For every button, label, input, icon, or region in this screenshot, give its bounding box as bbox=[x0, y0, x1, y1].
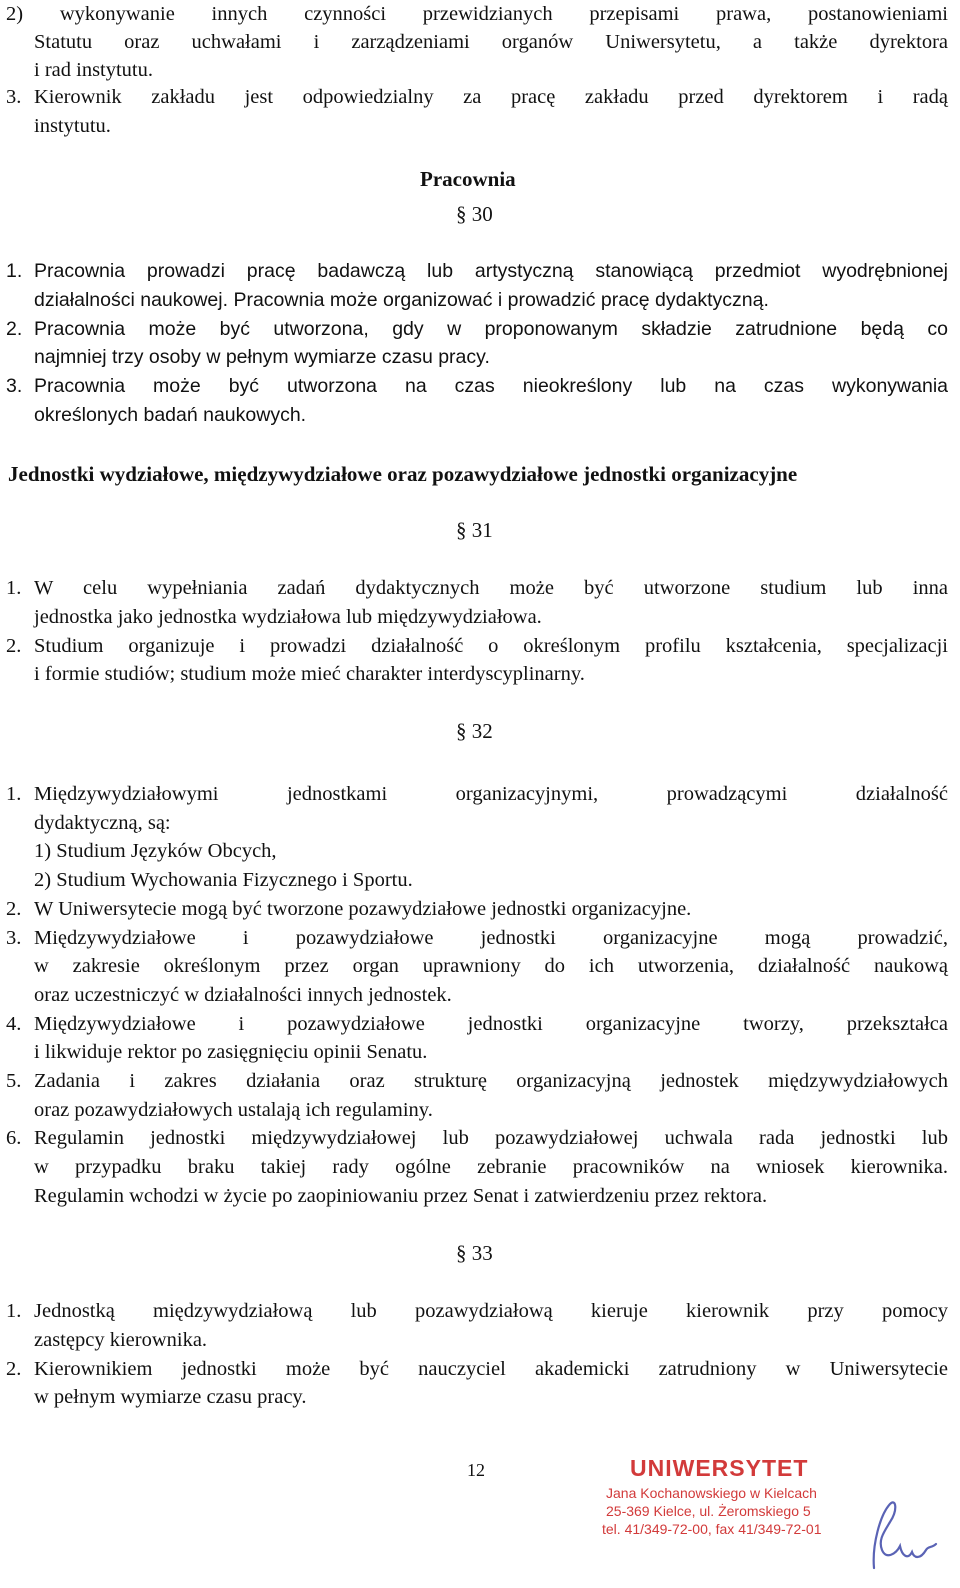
text-line: Międzywydziałowe i pozawydziałowe jednostki organizacyjne mogą prowadzić, bbox=[34, 927, 948, 949]
text-line: i formie studiów; studium może mieć charakter interdyscyplinarny. bbox=[34, 663, 585, 685]
text-line: Pracownia może być utworzona, gdy w proponowanym składzie zatrudnione będą co bbox=[34, 318, 948, 340]
text-line: Regulamin wchodzi w życie po zaopiniowaniu przez Senat i zatwierdzeniu przez rektora. bbox=[34, 1185, 768, 1207]
text-line: 1) Studium Języków Obcych, bbox=[34, 840, 277, 862]
text-line: oraz pozawydziałowych ustalają ich regulaminy. bbox=[34, 1099, 433, 1121]
handwritten-signature bbox=[856, 1490, 946, 1580]
page-number: 12 bbox=[467, 1460, 485, 1480]
university-stamp bbox=[600, 1455, 860, 1535]
text-line: i rad instytutu. bbox=[34, 59, 154, 81]
item-number: 3. bbox=[6, 375, 23, 397]
text-line: w przypadku braku takiej rady ogólne zebranie pracowników na wniosek kierownika. bbox=[34, 1156, 948, 1178]
text-line: zastępcy kierownika. bbox=[34, 1329, 208, 1351]
paragraph-number: § 30 bbox=[456, 202, 493, 226]
text-line: Zadania i zakres działania oraz strukturę organizacyjną jednostek międzywydziałowych bbox=[34, 1070, 948, 1092]
text-line: Międzywydziałowe i pozawydziałowe jednostki organizacyjne tworzy, przekształca bbox=[34, 1013, 948, 1035]
text-line: w pełnym wymiarze czasu pracy. bbox=[34, 1386, 307, 1408]
text-line: Regulamin jednostki międzywydziałowej lub pozawydziałowej uchwala rada jednostki lub bbox=[34, 1127, 948, 1149]
paragraph-number: § 31 bbox=[456, 518, 493, 542]
item-number: 2. bbox=[6, 898, 22, 920]
text-line: i likwiduje rektor po zasięgnięciu opinii Senatu. bbox=[34, 1041, 428, 1063]
item-number: 5. bbox=[6, 1070, 22, 1092]
item-number: 6. bbox=[6, 1127, 22, 1149]
text-line: określonych badań naukowych. bbox=[34, 404, 307, 426]
text-line: najmniej trzy osoby w pełnym wymiarze czasu pracy. bbox=[34, 346, 490, 368]
stamp-line: Jana Kochanowskiego w Kielcach bbox=[606, 1485, 817, 1501]
text-line: Statutu oraz uchwałami i zarządzeniami organów Uniwersytetu, a także dyrektora bbox=[34, 31, 948, 53]
text-line: oraz uczestniczyć w działalności innych jednostek. bbox=[34, 984, 452, 1006]
text-line: Pracownia prowadzi pracę badawczą lub artystyczną stanowiącą przedmiot wyodrębnionej bbox=[34, 260, 948, 282]
item-number: 1. bbox=[6, 577, 22, 599]
item-number: 2. bbox=[6, 1358, 22, 1380]
text-line: 2) Studium Wychowania Fizycznego i Sportu. bbox=[34, 869, 413, 891]
text-line: 2) wykonywanie innych czynności przewidzianych przepisami prawa, postanowieniami bbox=[6, 3, 948, 25]
item-number: 1. bbox=[6, 783, 22, 805]
item-number: 2. bbox=[6, 318, 23, 340]
text-line: Kierownik zakładu jest odpowiedzialny za pracę zakładu przed dyrektorem i radą bbox=[34, 86, 948, 108]
paragraph-number: § 33 bbox=[456, 1241, 493, 1265]
paragraph-number: § 32 bbox=[456, 719, 493, 743]
item-number: 1. bbox=[6, 1300, 22, 1322]
text-line: W celu wypełniania zadań dydaktycznych może być utworzone studium lub inna bbox=[34, 577, 948, 599]
text-line: W Uniwersytecie mogą być tworzone pozawydziałowe jednostki organizacyjne. bbox=[34, 898, 692, 920]
item-number: 1. bbox=[6, 260, 23, 282]
text-line: Studium organizuje i prowadzi działalność o określonym profilu kształcenia, specjalizacji bbox=[34, 635, 948, 657]
text-line: działalności naukowej. Pracownia może organizować i prowadzić pracę dydaktyczną. bbox=[34, 289, 769, 311]
stamp-line: tel. 41/349-72-00, fax 41/349-72-01 bbox=[602, 1521, 822, 1537]
text-line: Pracownia może być utworzona na czas nieokreślony lub na czas wykonywania bbox=[34, 375, 948, 397]
text-line: instytutu. bbox=[34, 115, 111, 137]
text-line: Kierownikiem jednostki może być nauczyciel akademicki zatrudniony w Uniwersytecie bbox=[34, 1358, 948, 1380]
text-line: jednostka jako jednostka wydziałowa lub międzywydziałowa. bbox=[34, 606, 542, 628]
stamp-line: 25-369 Kielce, ul. Żeromskiego 5 bbox=[606, 1503, 811, 1519]
text-line: w zakresie określonym przez organ uprawniony do ich utworzenia, działalność naukową bbox=[34, 955, 948, 977]
section-heading: Jednostki wydziałowe, międzywydziałowe oraz pozawydziałowe jednostki organizacyjne bbox=[8, 462, 798, 486]
item-number: 4. bbox=[6, 1013, 22, 1035]
text-line: Jednostką międzywydziałową lub pozawydziałową kieruje kierownik przy pomocy bbox=[34, 1300, 948, 1322]
text-line: dydaktyczną, są: bbox=[34, 812, 171, 834]
item-number: 2. bbox=[6, 635, 22, 657]
item-number: 3. bbox=[6, 86, 22, 108]
stamp-title: UNIWERSYTET bbox=[630, 1455, 809, 1481]
item-number: 3. bbox=[6, 927, 22, 949]
section-heading: Pracownia bbox=[420, 167, 516, 191]
text-line: Międzywydziałowymi jednostkami organizacyjnymi, prowadzącymi działalność bbox=[34, 783, 948, 805]
